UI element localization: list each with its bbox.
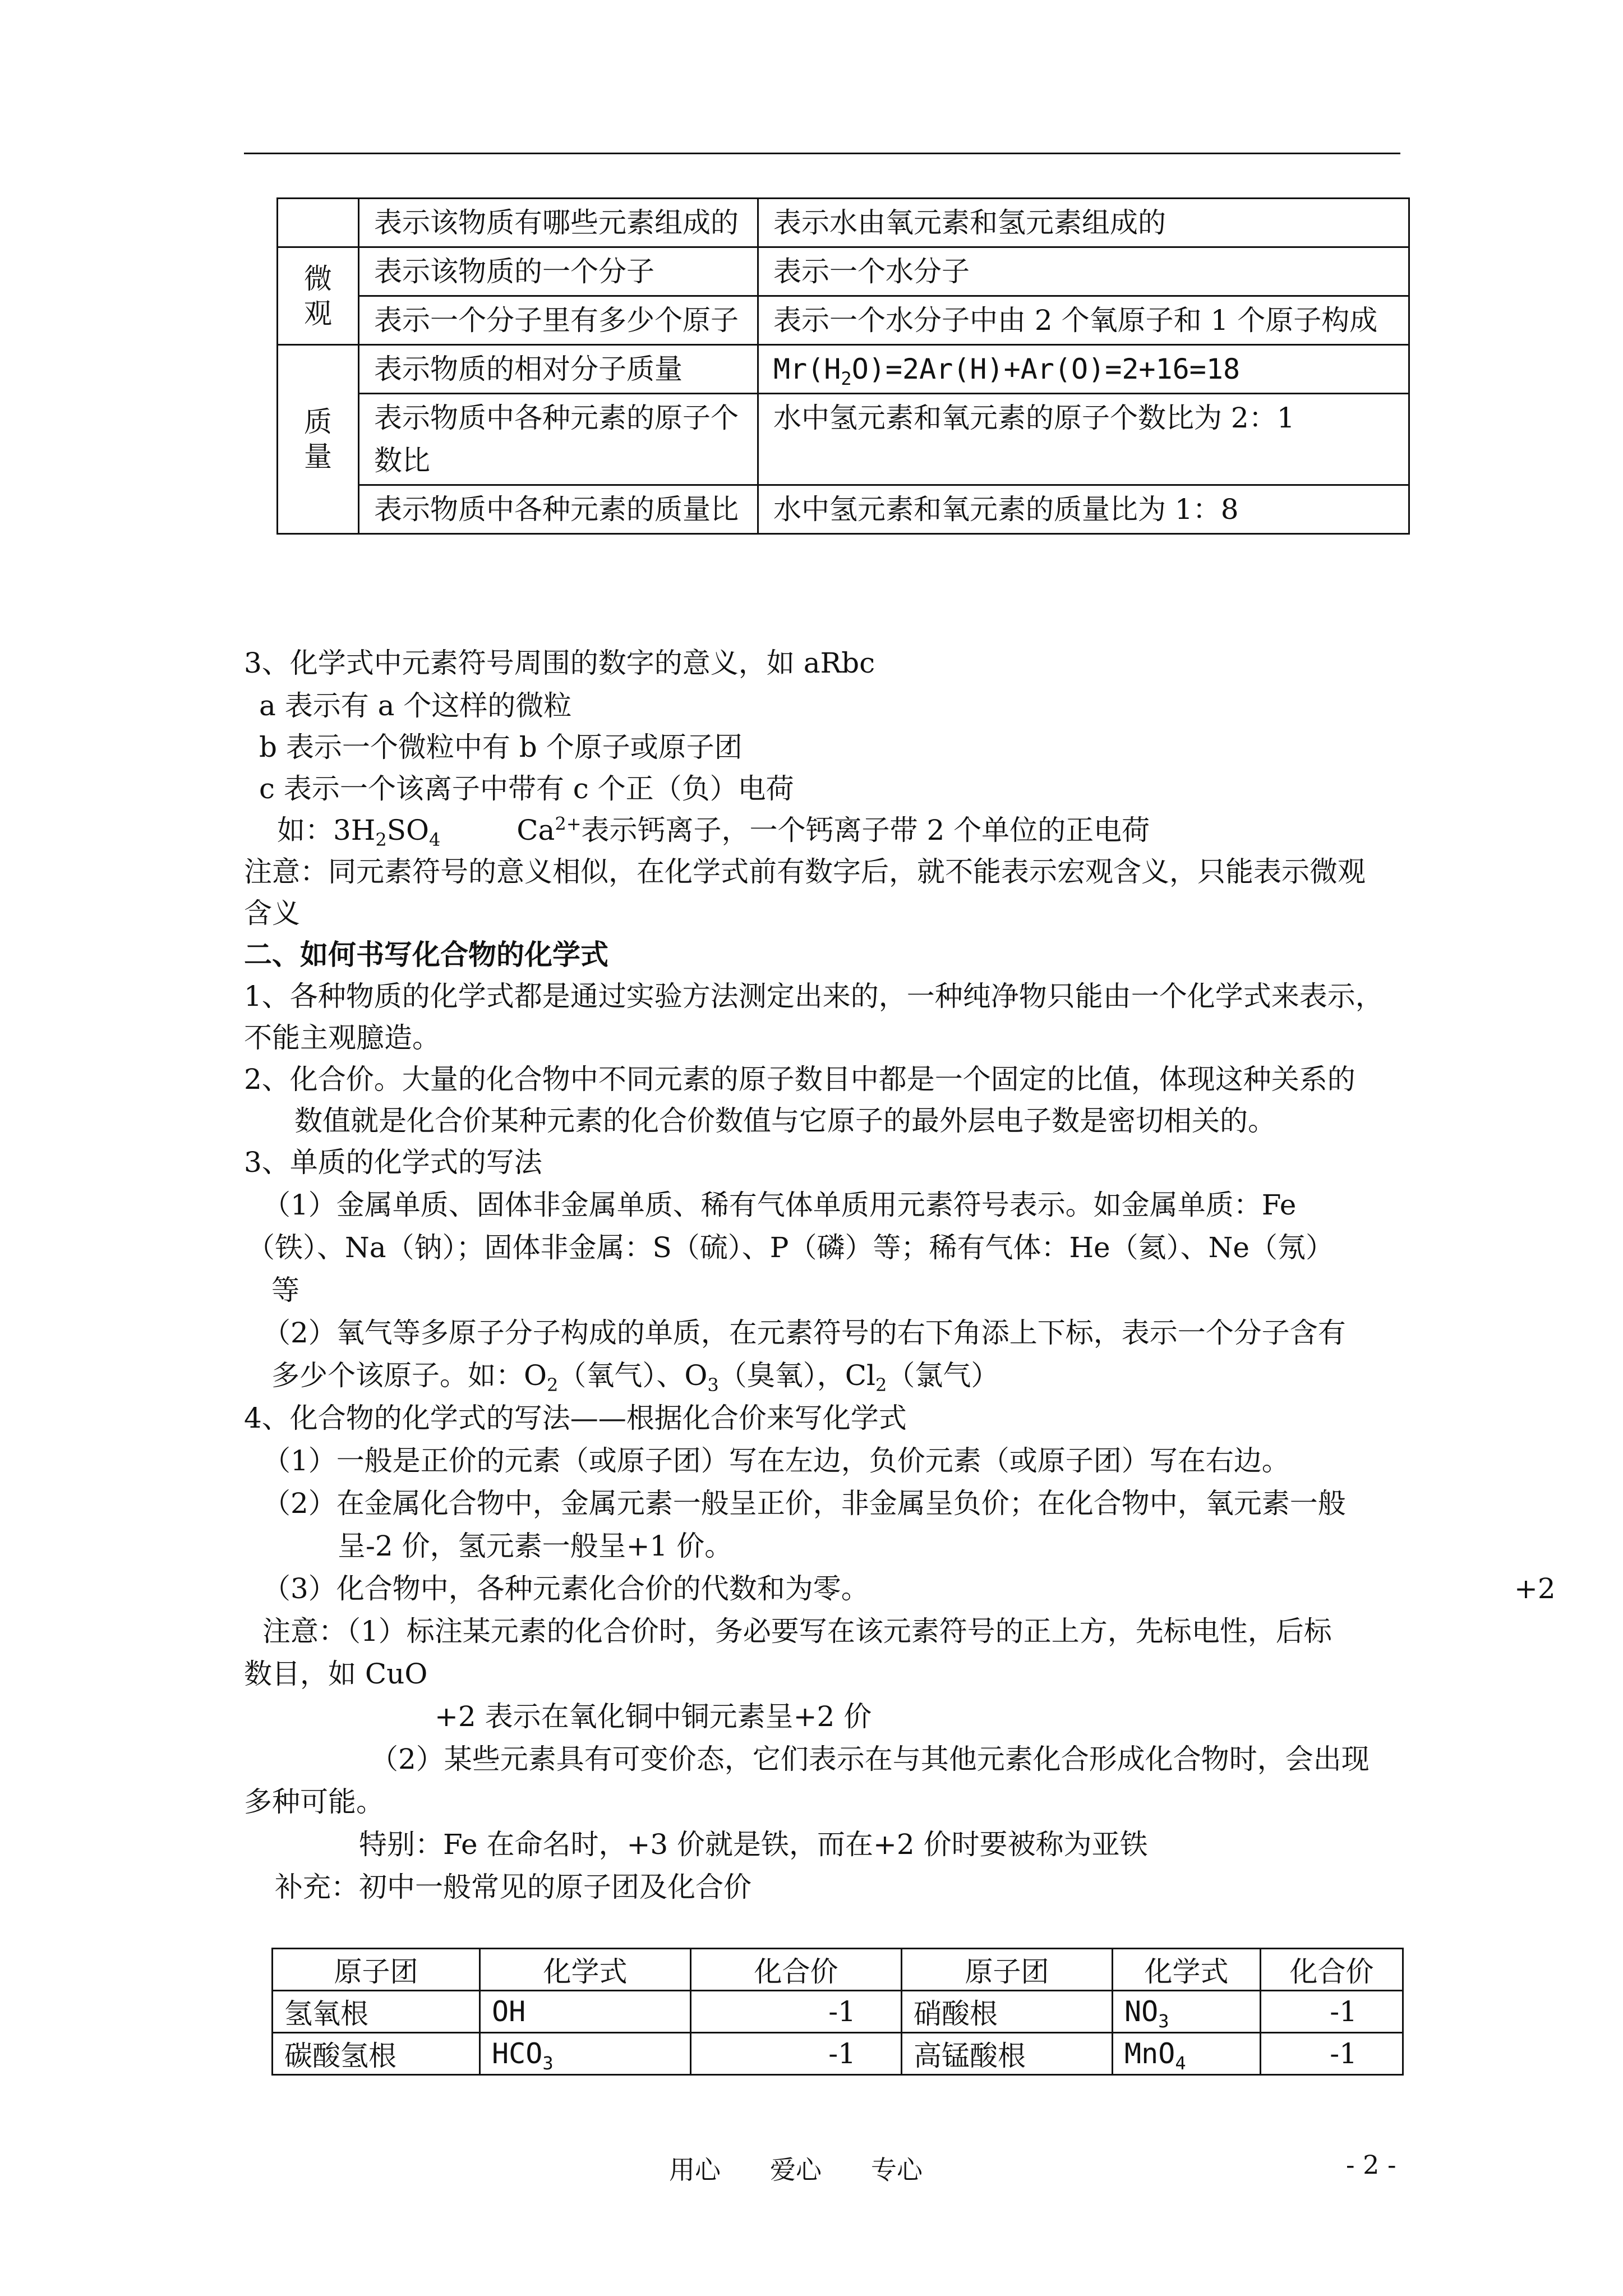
radical-valence-table [271,1948,1404,2076]
table-cell-example: 水中氢元素和氧元素的原子个数比为 2：1 [758,394,1409,485]
part2-special: 特别：Fe 在命名时，+3 价就是铁，而在+2 价时要被称为亚铁 [359,1828,1148,1861]
part2-p4-2-line1: （2）在金属化合物中，金属元素一般呈正价，非金属呈负价；在化合物中，氧元素一般 [262,1487,1346,1520]
part2-note1-line1: 注意：（1）标注某元素的化合价时，务必要写在该元素符号的正上方，先标电性，后标 [262,1615,1332,1648]
part2-p4: 4、化合物的化学式的写法——根据化合价来写化学式 [244,1402,907,1434]
footer-motto-1: 用心 [669,2155,721,2185]
radical-formula: MnO$_4$ [1113,2033,1261,2075]
part2-p4-2-line2: 呈-2 价，氢元素一般呈+1 价。 [338,1530,733,1562]
col-header: 化学式 [480,1949,691,1991]
radical-name: 高锰酸根 [902,2033,1113,2075]
table-cell-example: 表示水由氧元素和氢元素组成的 [758,199,1409,247]
table-row [273,1991,1403,2033]
row-side-label: 质量 [278,345,359,534]
part2-supplement: 补充：初中一般常见的原子团及化合价 [275,1871,751,1903]
part2-p2-line2: 数值就是化合价某种元素的化合价数值与它原子的最外层电子数是密切相关的。 [294,1105,1276,1137]
col-header: 原子团 [273,1949,480,1991]
part2-p3-1-line2: （铁）、Na（钠）；固体非金属：S（硫）、P（磷）等；稀有气体：He（氦）、Ne（氖） [247,1231,1334,1264]
radical-valence: -1 [691,2033,902,2075]
part2-heading: 二、如何书写化合物的化学式 [244,938,608,971]
table-cell-example: 表示一个水分子中由 2 个氧原子和 1 个原子构成 [758,296,1409,345]
part2-note2-line1: （2）某些元素具有可变价态，它们表示在与其他元素化合形成化合物时，会出现 [370,1743,1370,1775]
radical-valence: -1 [1261,1991,1403,2033]
table-cell-desc: 表示物质的相对分子质量 [359,345,758,394]
part2-p3-1-line1: （1）金属单质、固体非金属单质、稀有气体单质用元素符号表示。如金属单质：Fe [262,1189,1297,1221]
part2-note2-line2: 多种可能。 [244,1786,384,1818]
radical-name: 碳酸氢根 [273,2033,480,2075]
row-side-empty [278,199,359,247]
footer-motto-2: 爱心 [770,2155,822,2185]
section3-heading: 3、化学式中元素符号周围的数字的意义，如 aRbc [244,647,875,679]
section3-a: a 表示有 a 个这样的微粒 [259,689,572,722]
radical-formula: $HCO_3$ [480,2033,691,2075]
table-row [278,296,1409,345]
radical-valence: -1 [1261,2033,1403,2075]
part2-p4-1: （1）一般是正价的元素（或原子团）写在左边，负价元素（或原子团）写在右边。 [262,1444,1290,1477]
radical-name: 硝酸根 [902,1991,1113,2033]
table-cell-example: 表示一个水分子 [758,247,1409,296]
part2-p1-line2: 不能主观臆造。 [244,1022,440,1054]
table-row [278,345,1409,394]
radical-formula: OH [480,1991,691,2033]
part2-p2-line1: 2、化合价。大量的化合物中不同元素的原子数目中都是一个固定的比值，体现这种关系的 [244,1063,1355,1096]
col-header: 化合价 [691,1949,902,1991]
section3-b: b 表示一个微粒中有 b 个原子或原子团 [259,731,743,763]
table-row [278,247,1409,296]
radical-valence: -1 [691,1991,902,2033]
radical-name: 氢氧根 [273,1991,480,2033]
table-cell-desc: 表示物质中各种元素的质量比 [359,485,758,534]
radical-formula: $NO_3$ [1113,1991,1261,2033]
table-header-row [273,1949,1403,1991]
part2-note1-line2: 数目，如 CuO [244,1658,428,1690]
col-header: 化学式 [1113,1949,1261,1991]
table-cell-desc: 表示物质中各种元素的原子个数比 [359,394,758,485]
formula-meaning-table [276,197,1410,535]
table-cell-desc: 表示一个分子里有多少个原子 [359,296,758,345]
part2-p4-3: （3）化合物中，各种元素化合价的代数和为零。 [262,1572,869,1605]
col-header: 化合价 [1261,1949,1403,1991]
table-cell-example: $Mr(H_2O)=2Ar(H)+Ar(O)=2+16=18$ [758,345,1409,394]
part2-p3-1-line3: 等 [271,1274,299,1306]
part2-note1-line3: +2 表示在氧化铜中铜元素呈+2 价 [435,1700,872,1733]
section3-note-line2: 含义 [244,897,300,930]
table-cell-desc: 表示该物质的一个分子 [359,247,758,296]
table-cell-desc: 表示该物质有哪些元素组成的 [359,199,758,247]
row-side-label: 微观 [278,247,359,345]
table-row [278,394,1409,485]
part2-p3-2-line2: 多少个该原子。如：$O_2$（氧气）、$O_3$（臭氧），$Cl_2$（氯气） [271,1359,999,1396]
footer-motto-3: 专心 [871,2155,923,2185]
part2-p1-line1: 1、各种物质的化学式都是通过实验方法测定出来的，一种纯净物只能由一个化学式来表示， [244,980,1384,1013]
header-rule [244,153,1400,154]
part2-p3-2-line1: （2）氧气等多原子分子构成的单质，在元素符号的右下角添上下标，表示一个分子含有 [262,1317,1346,1349]
part2-p3: 3、单质的化学式的写法 [244,1146,542,1179]
section3-c: c 表示一个该离子中带有 c 个正（负）电荷 [259,772,794,805]
table-row [278,485,1409,534]
table-row [273,2033,1403,2075]
table-row [278,199,1409,247]
section3-example: 如：$3H_2SO_4$ $Ca^{2+}$表示钙离子，一个钙离子带 2 个单位的正电荷 [277,813,1150,850]
section3-note-line1: 注意：同元素符号的意义相似，在化学式前有数字后，就不能表示宏观含义，只能表示微观 [244,855,1366,888]
col-header: 原子团 [902,1949,1113,1991]
page-number: - 2 - [1346,2150,1396,2180]
valence-mark: +2 [1514,1572,1556,1605]
table-cell-example: 水中氢元素和氧元素的质量比为 1：8 [758,485,1409,534]
